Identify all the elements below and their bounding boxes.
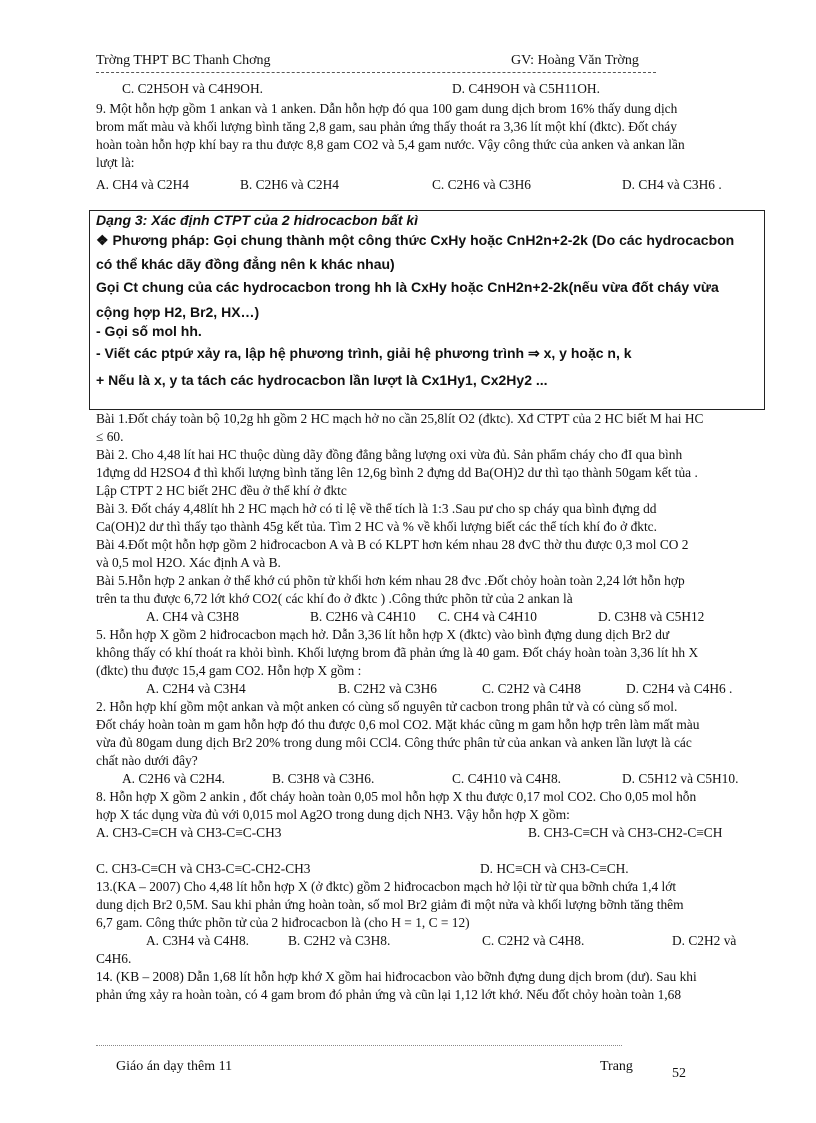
bai-3-line1: Bài 3. Đốt cháy 4,48lít hh 2 HC mạch hở có tỉ lệ về thể tích là 1:3 .Sau pư cho sp cháy qua bình đựng dd [96,501,657,516]
q8-option-d: D. HC≡CH và CH3-C≡CH. [480,861,629,876]
q2-line2: Đốt cháy hoàn toàn m gam hỗn hợp đó thu được 0,6 mol CO2. Mặt khác cũng m gam hỗn hợp trên làm mất màu [96,717,700,732]
q9-option-b: B. C2H6 và C2H4 [240,177,339,192]
box-line1: ❖ Phương pháp: Gọi chung thành một công thức CxHy hoặc CnH2n+2-2k (Do các hydrocacbon [96,232,735,248]
q5-option-c: C. C2H2 và C4H8 [482,681,581,696]
q14-line1: 14. (KB – 2008) Dẫn 1,68 lít hỗn hợp khớ X gồm hai hiđrocacbon vào bỡnh đựng dung dịch brom (dư). Sau khi [96,969,697,984]
q8-option-c: C. CH3-C≡CH và CH3-C≡C-CH2-CH3 [96,861,311,876]
page-number: 52 [672,1066,686,1081]
bai-4-line2: và 0,5 mol H2O. Xác định A và B. [96,555,281,570]
bai-2-line1: Bài 2. Cho 4,48 lít hai HC thuộc dùng dãy đồng đẳng bằng lượng oxi vừa đủ. Sản phẩm cháy cho đI qua bình [96,447,683,462]
footer-title: Giáo án dạy thêm 11 [116,1059,233,1074]
option-d: D. C4H9OH và C5H11OH. [452,81,600,96]
footer-divider [96,1045,622,1046]
q9-option-a: A. CH4 và C2H4 [96,177,189,192]
bai-5-line2: trên ta thu được 6,72 lớt khớ CO2( các khí đo ở đktc ) .Công thức phõn tử của 2 ankan là [96,591,573,606]
bai-2-line2: 1đựng dd H2SO4 đ thì khối lượng bình tăng lên 12,6g bình 2 đựng dd Ba(OH)2 dư thì tạo thành 50gam kết tủa . [96,465,698,480]
header-divider [96,72,656,73]
question-9-line3: hoàn toàn hỗn hợp khí bay ra thu được 8,8 gam CO2 và 5,4 gam nước. Vậy công thức của anken và ankan lần [96,137,685,152]
q2-line4: chất nào dưới đây? [96,753,198,768]
box-title: Dạng 3: Xác định CTPT của 2 hidrocacbon bất kì [96,212,419,228]
bai-1-line2: ≤ 60. [96,429,124,444]
q13-line1: 13.(KA – 2007) Cho 4,48 lít hỗn hợp X (ở đktc) gồm 2 hiđrocacbon mạch hở lội từ từ qua bỡnh chứa 1,4 lớt [96,879,677,894]
q5-line1: 5. Hỗn hợp X gồm 2 hiđrocacbon mạch hở. Dẫn 3,36 lít hỗn hợp X (đktc) vào bình đựng dung dịch Br2 dư [96,627,670,642]
bai-2-line3: Lập CTPT 2 HC biết 2HC đều ở thể khí ở đktc [96,483,347,498]
box-line6: - Viết các ptpứ xảy ra, lập hệ phương trình, giải hệ phương trình ⇒ x, y hoặc n, k [96,345,632,361]
bai-3-line2: Ca(OH)2 dư thì thấy tạo thành 45g kết tủa. Tìm 2 HC và % về khối lượng biết các thể tích khí đo ở đktc. [96,519,657,534]
q5-option-a: A. C2H4 và C3H4 [146,681,246,696]
q8-line1: 8. Hỗn hợp X gồm 2 ankin , đốt cháy hoàn toàn 0,05 mol hỗn hợp X thu được 0,17 mol CO2. Cho 0,05 mol hỗn [96,789,697,804]
q13-option-a: A. C3H4 và C4H8. [146,933,250,948]
question-9-line1: 9. Một hỗn hợp gồm 1 ankan và 1 anken. Dẫn hỗn hợp đó qua 100 gam dung dịch brom 16% thấy dung dịch [96,101,678,116]
q8-option-a: A. CH3-C≡CH và CH3-C≡C-CH3 [96,825,282,840]
q5-option-d: D. C2H4 và C4H6 . [626,681,733,696]
bai-4-line1: Bài 4.Đốt một hỗn hợp gồm 2 hiđrocacbon A và B có KLPT hơn kém nhau 28 đvC thờ thu được 0,3 mol CO 2 [96,537,689,552]
q8-line2: hợp X tác dụng vừa đủ với 0,015 mol Ag2O trong dung dịch NH3. Vậy hỗn hợp X gồm: [96,807,570,822]
q2-line3: vừa đủ 80gam dung dịch Br2 20% trong dung môi CCl4. Công thức phân tử của ankan và anken lần lượt là các [96,735,692,750]
footer-trang: Trang [600,1059,633,1074]
bai-1-line1: Bài 1.Đốt cháy toàn bộ 10,2g hh gồm 2 HC mạch hở no cần 25,8lít O2 (đktc). Xđ CTPT của 2 HC biết M hai HC [96,411,704,426]
q13-option-d: D. C2H2 và [672,933,737,948]
q14-line2: phản ứng xảy ra hoàn toàn, có 4 gam brom đó phản ứng và cũn lại 1,12 lớt khớ. Nếu đốt chỏy hoàn toàn 1,68 [96,987,682,1002]
q8-option-b: B. CH3-C≡CH và CH3-CH2-C≡CH [528,825,723,840]
q9-option-d: D. CH4 và C3H6 . [622,177,722,192]
q13-option-d-cont: C4H6. [96,951,132,966]
q5-line2: không thấy có khí thoát ra khỏi bình. Khối lượng brom đã phản ứng là 40 gam. Đốt cháy hoàn toàn 3,36 lít hh X [96,645,699,660]
box-line2: có thể khác dãy đồng đẳng nên k khác nhau) [96,256,395,272]
question-9-line2: brom mất màu và khối lượng bình tăng 2,8 gam, sau phản ứng thấy thoát ra 3,36 lít một khí (đktc). Đốt cháy [96,119,677,134]
q2-line1: 2. Hỗn hợp khí gồm một ankan và một anken có cùng số nguyên tử cacbon trong phân tử và có cùng số mol. [96,699,678,714]
q5-line3: (đktc) thu được 15,4 gam CO2. Hỗn hợp X gồm : [96,663,362,678]
bai-5-line1: Bài 5.Hỗn hợp 2 ankan ở thể khớ cú phõn tử khối hơn kém nhau 28 đvc .Đốt chỏy hoàn toàn 2,24 lớt hỗn hợp [96,573,685,588]
q13-option-b: B. C2H2 và C3H8. [288,933,391,948]
box-line5: - Gọi số mol hh. [96,323,202,339]
b5-option-d: D. C3H8 và C5H12 [598,609,705,624]
option-c: C. C2H5OH và C4H9OH. [122,81,263,96]
q13-line3: 6,7 gam. Công thức phõn tử của 2 hiđrocacbon là (cho H = 1, C = 12) [96,915,470,930]
b5-option-a: A. CH4 và C3H8 [146,609,239,624]
box-line3: Gọi Ct chung của các hydrocacbon trong hh là CxHy hoặc CnH2n+2-2k(nếu vừa đốt cháy vừa [96,279,719,295]
teacher-name: GV: Hoàng Văn Trờng [511,53,639,68]
b5-option-b: B. C2H6 và C4H10 [310,609,416,624]
q9-option-c: C. C2H6 và C3H6 [432,177,531,192]
box-line7: + Nếu là x, y ta tách các hydrocacbon lần lượt là Cx1Hy1, Cx2Hy2 ... [96,372,548,388]
box-line4: cộng hợp H2, Br2, HX…) [96,304,260,320]
school-name: Trờng THPT BC Thanh Chơng [96,53,271,68]
q2-option-d: D. C5H12 và C5H10. [622,771,739,786]
b5-option-c: C. CH4 và C4H10 [438,609,537,624]
question-9-line4: lượt là: [96,155,135,170]
q13-option-c: C. C2H2 và C4H8. [482,933,585,948]
q2-option-b: B. C3H8 và C3H6. [272,771,375,786]
q13-line2: dung dịch Br2 0,5M. Sau khi phản ứng hoàn toàn, số mol Br2 giảm đi một nửa và khối lượng bỡnh tăng thêm [96,897,684,912]
q2-option-a: A. C2H6 và C2H4. [122,771,226,786]
q5-option-b: B. C2H2 và C3H6 [338,681,437,696]
q2-option-c: C. C4H10 và C4H8. [452,771,561,786]
